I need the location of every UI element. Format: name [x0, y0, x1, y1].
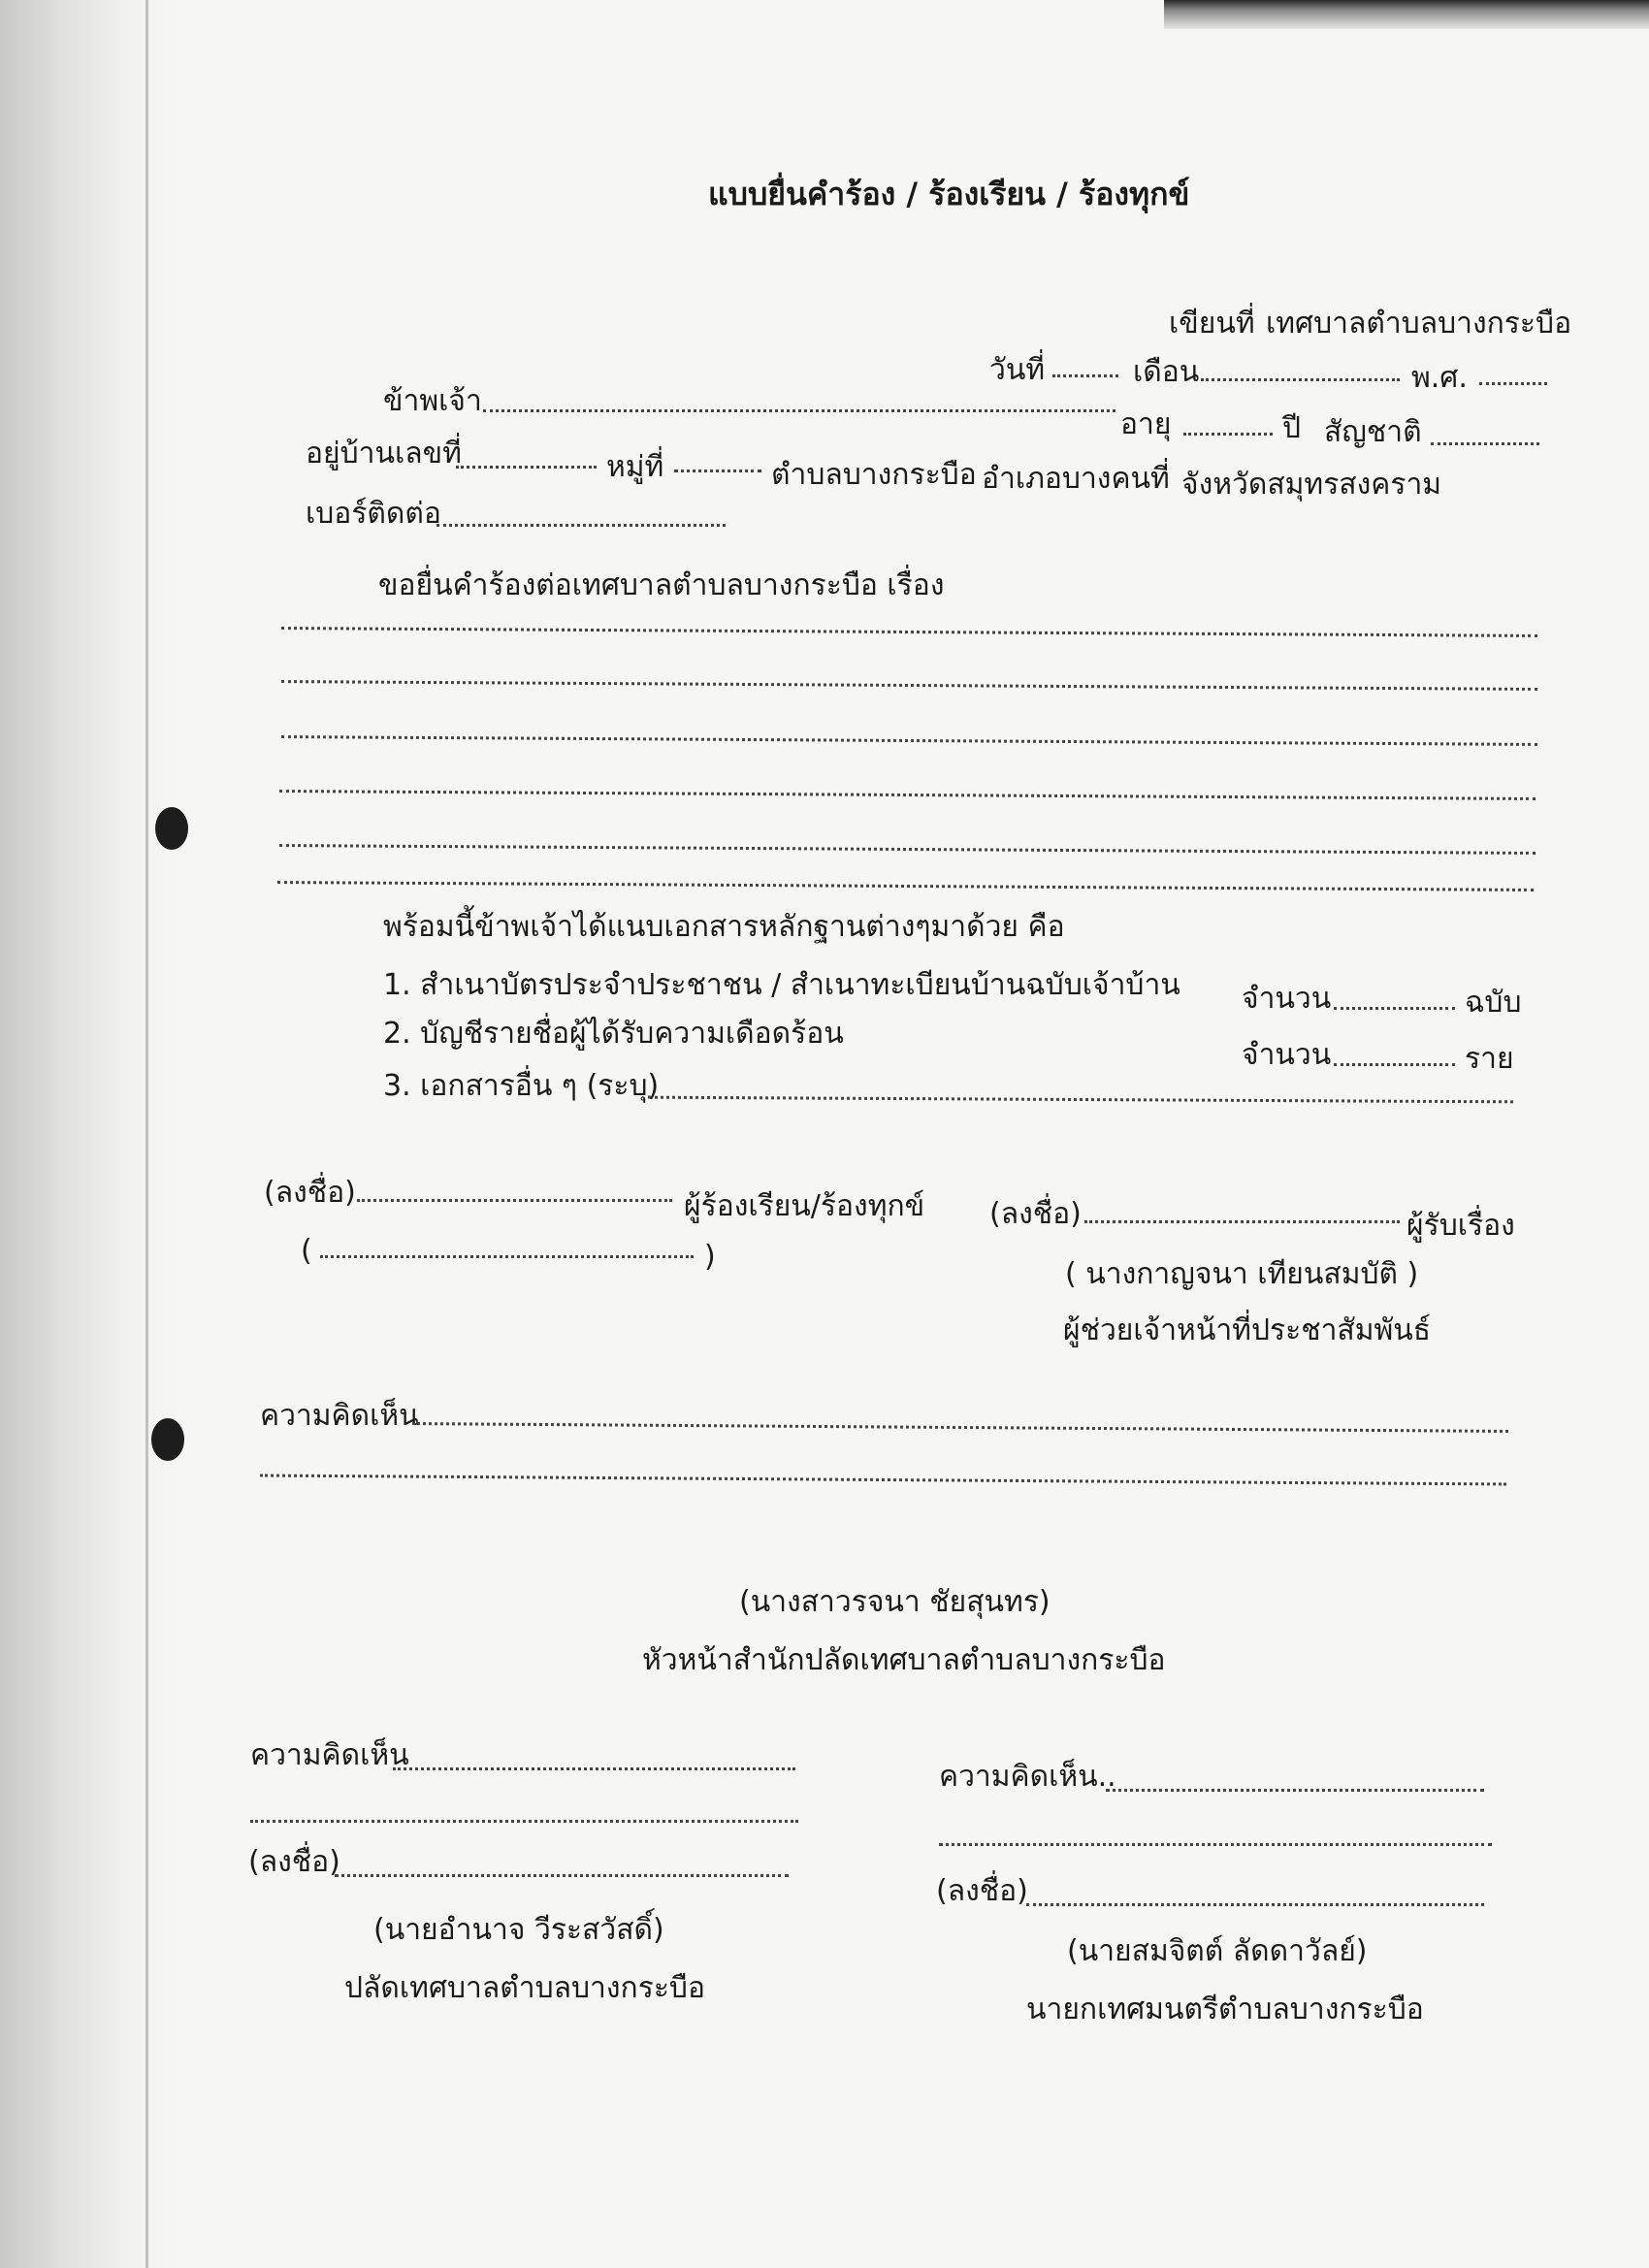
- written-at-label: เขียนที่: [1169, 307, 1255, 340]
- age-field[interactable]: [1183, 433, 1273, 436]
- unit-copies: ฉบับ: [1465, 986, 1522, 1020]
- written-at-value: เทศบาลตำบลบางกระบือ: [1266, 307, 1572, 340]
- complainant-sign-field[interactable]: [357, 1199, 672, 1202]
- house-no-label: อยู่บ้านเลขที่: [306, 437, 462, 470]
- amount-label: จำนวน: [1242, 1038, 1332, 1072]
- request-intro: ขอยื่นคำร้องต่อเทศบาลตำบลบางกระบือ เรื่อง: [378, 568, 945, 602]
- persons-field[interactable]: [1334, 1063, 1455, 1066]
- district: อำเภอบางคนที่: [982, 462, 1170, 496]
- attachment-item: 3. เอกสารอื่น ๆ (ระบุ): [383, 1069, 660, 1103]
- age-label: อายุ: [1120, 407, 1172, 441]
- date-field[interactable]: [1052, 374, 1118, 377]
- moo-field[interactable]: [674, 470, 761, 472]
- opinion-label: ความคิดเห็น: [250, 1738, 409, 1772]
- paren-open: (: [301, 1234, 312, 1268]
- unit-persons: ราย: [1465, 1042, 1514, 1076]
- request-line[interactable]: [281, 627, 1537, 637]
- scan-edge: [1164, 0, 1649, 29]
- attachment-item: 1. สำเนาบัตรประจำประชาชน / สำเนาทะเบียนบ้านฉบับเจ้าบ้าน: [383, 968, 1180, 1002]
- receiver-title: ผู้ช่วยเจ้าหน้าที่ประชาสัมพันธ์: [1063, 1313, 1432, 1347]
- punch-hole: [151, 1418, 184, 1461]
- paren-close: ): [704, 1240, 716, 1274]
- year-unit: ปี: [1282, 411, 1302, 445]
- house-no-field[interactable]: [456, 466, 597, 469]
- sign-label: (ลงชื่อ): [264, 1176, 356, 1210]
- province: จังหวัดสมุทรสงคราม: [1181, 468, 1442, 502]
- opinion-field[interactable]: [260, 1474, 1506, 1486]
- request-line[interactable]: [279, 844, 1536, 855]
- month-label: เดือน: [1133, 355, 1200, 389]
- phone-field[interactable]: [436, 524, 726, 527]
- form-title: แบบยื่นคำร้อง / ร้องเรียน / ร้องทุกข์: [708, 176, 1190, 212]
- year-field[interactable]: [1479, 382, 1547, 385]
- mayor-opinion-field[interactable]: [939, 1843, 1492, 1846]
- copies-field[interactable]: [1334, 1007, 1455, 1010]
- page-shadow: [0, 0, 184, 2268]
- mayor-title: นายกเทศมนตรีตำบลบางกระบือ: [1026, 1993, 1424, 2026]
- phone-label: เบอร์ติดต่อ: [306, 497, 441, 531]
- clerk-title: ปลัดเทศบาลตำบลบางกระบือ: [344, 1971, 705, 2005]
- head-title: หัวหน้าสำนักปลัดเทศบาลตำบลบางกระบือ: [642, 1643, 1166, 1677]
- subdistrict: ตำบลบางกระบือ: [771, 458, 977, 492]
- date-label: วันที่: [989, 353, 1046, 387]
- opinion-field[interactable]: [412, 1422, 1508, 1433]
- sign-label: (ลงชื่อ): [936, 1874, 1028, 1908]
- complainant-role: ผู้ร้องเรียน/ร้องทุกข์: [684, 1189, 925, 1223]
- page-fold: [146, 0, 148, 2268]
- request-line[interactable]: [279, 790, 1536, 800]
- request-line[interactable]: [281, 680, 1537, 691]
- moo-label: หมู่ที่: [606, 450, 664, 484]
- attach-intro: พร้อมนี้ข้าพเจ้าได้แนบเอกสารหลักฐานต่างๆมาด้วย คือ: [383, 910, 1065, 944]
- attachment-item: 2. บัญชีรายชื่อผู้ได้รับความเดือดร้อน: [383, 1017, 844, 1051]
- other-docs-field[interactable]: [648, 1096, 1513, 1104]
- name-field[interactable]: [483, 409, 1116, 412]
- mayor-sign-field[interactable]: [1026, 1903, 1484, 1906]
- mayor-opinion-field[interactable]: [1106, 1789, 1484, 1792]
- sign-label: (ลงชื่อ): [248, 1845, 340, 1879]
- opinion-label: ความคิดเห็น: [260, 1399, 419, 1433]
- clerk-opinion-field[interactable]: [250, 1820, 798, 1823]
- punch-hole: [155, 807, 188, 850]
- nationality-label: สัญชาติ: [1324, 415, 1422, 449]
- receiver-name: ( นางกาญจนา เทียนสมบัติ ): [1065, 1257, 1419, 1291]
- nationality-field[interactable]: [1431, 442, 1539, 445]
- receiver-sign-field[interactable]: [1084, 1220, 1400, 1223]
- month-field[interactable]: [1201, 378, 1400, 381]
- mayor-name: (นายสมจิตต์ ลัดดาวัลย์): [1067, 1934, 1368, 1968]
- request-line[interactable]: [281, 735, 1537, 746]
- opinion-label: ความคิดเห็น..: [939, 1760, 1116, 1794]
- amount-label: จำนวน: [1242, 982, 1332, 1016]
- sign-label: (ลงชื่อ): [989, 1197, 1082, 1231]
- clerk-sign-field[interactable]: [335, 1874, 789, 1877]
- receiver-role: ผู้รับเรื่อง: [1406, 1209, 1515, 1243]
- clerk-name: (นายอำนาจ วีระสวัสดิ์): [373, 1913, 664, 1947]
- year-label: พ.ศ.: [1411, 361, 1468, 395]
- name-label: ข้าพเจ้า: [383, 384, 482, 418]
- head-name: (นางสาวรจนา ชัยสุนทร): [739, 1585, 1051, 1619]
- request-line[interactable]: [277, 881, 1534, 891]
- complainant-name-field[interactable]: [320, 1255, 694, 1258]
- clerk-opinion-field[interactable]: [393, 1767, 795, 1770]
